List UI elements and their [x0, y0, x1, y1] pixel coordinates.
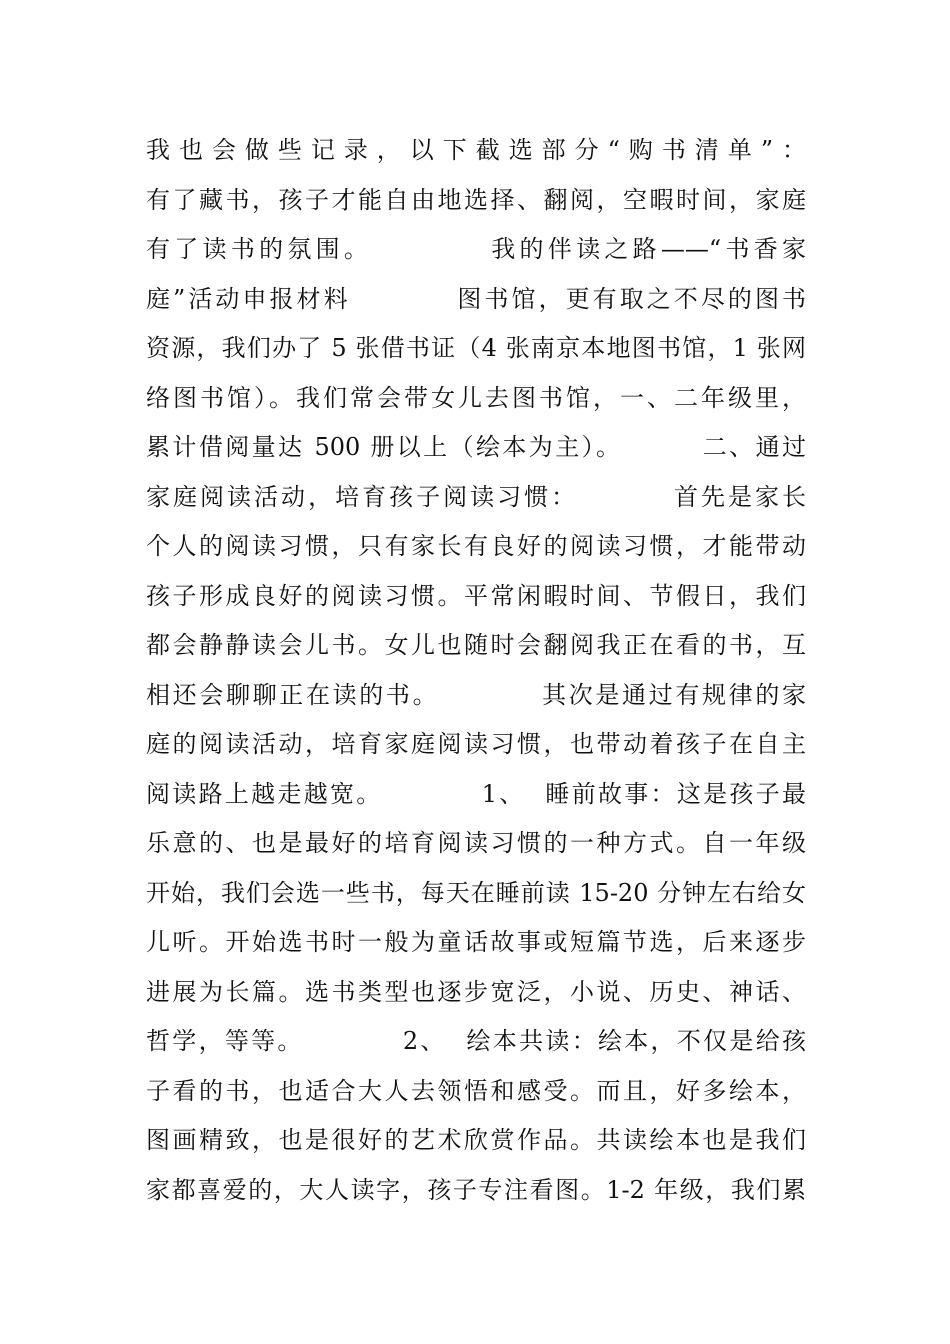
text-line-7: 累计借阅量达 500 册以上（绘本为主）。 二、通过 — [146, 433, 806, 461]
text-line-12: 相还会聊聊正在读的书。 其次是通过有规律的家 — [146, 680, 806, 709]
text-line-5: 资源，我们办了 5 张借书证（4 张南京本地图书馆，1 张网 — [146, 334, 806, 362]
text-line-11: 都会静静读会儿书。女儿也随时会翻阅我正在看的书，互 — [146, 631, 806, 659]
text-line-16: 开始，我们会选一些书，每天在睡前读 15-20 分钟左右给女 — [146, 878, 806, 907]
text-line-9: 个人的阅读习惯，只有家长有良好的阅读习惯，才能带动 — [146, 532, 806, 560]
text-line-3: 有了读书的氛围。 我的伴读之路——“书香家 — [146, 235, 806, 263]
text-line-21: 图画精致，也是很好的艺术欣赏作品。共读绘本也是我们 — [146, 1126, 806, 1154]
text-line-10: 孩子形成良好的阅读习惯。平常闲暇时间、节假日，我们 — [146, 581, 806, 610]
text-line-2: 有了藏书，孩子才能自由地选择、翻阅，空暇时间，家庭 — [146, 185, 806, 214]
text-line-8: 家庭阅读活动，培育孩子阅读习惯： 首先是家长 — [146, 482, 806, 511]
text-line-13: 庭的阅读活动，培育家庭阅读习惯，也带动着孩子在自主 — [146, 730, 806, 758]
text-line-20: 子看的书，也适合大人去领悟和感受。而且，好多绘本， — [146, 1076, 806, 1105]
text-line-15: 乐意的、也是最好的培育阅读习惯的一种方式。自一年级 — [146, 829, 806, 857]
body-text — [146, 126, 806, 1215]
text-line-22: 家都喜爱的，大人读字，孩子专注看图。1-2 年级，我们累 — [146, 1175, 806, 1204]
text-line-4: 庭”活动申报材料 图书馆，更有取之不尽的图书 — [146, 284, 806, 313]
text-line-14: 阅读路上越走越宽。 1、 睡前故事：这是孩子最 — [146, 779, 806, 808]
text-line-19: 哲学，等等。 2、 绘本共读：绘本，不仅是给孩 — [146, 1027, 806, 1055]
text-line-1: 我也会做些记录，以下截选部分“购书清单”： — [146, 136, 806, 164]
text-line-18: 进展为长篇。选书类型也逐步宽泛，小说、历史、神话、 — [146, 977, 806, 1006]
text-line-6: 络图书馆）。我们常会带女儿去图书馆，一、二年级里， — [146, 383, 806, 412]
text-line-17: 儿听。开始选书时一般为童话故事或短篇节选，后来逐步 — [146, 928, 806, 956]
